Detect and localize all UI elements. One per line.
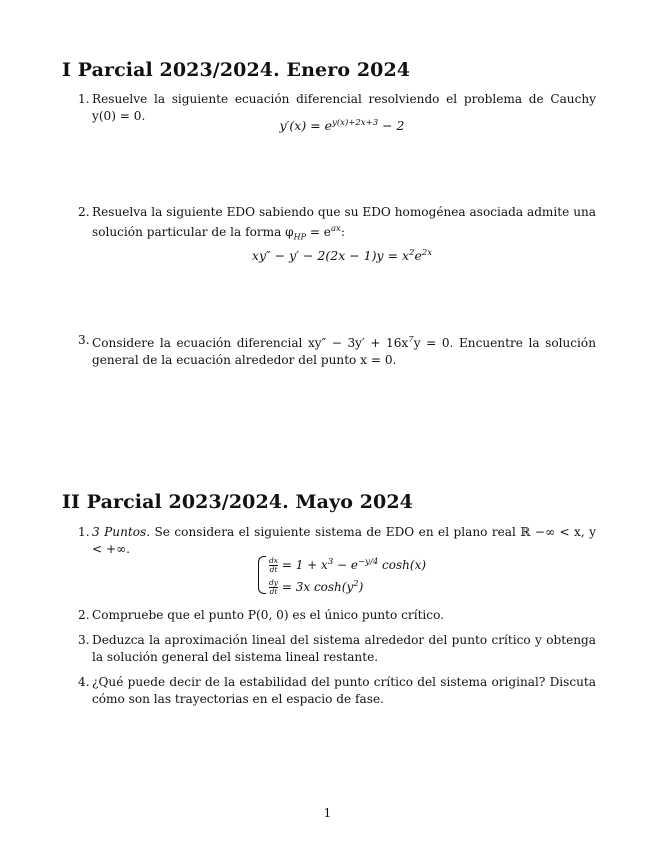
problem-2-3 — [78, 632, 596, 666]
system-line-1: $\frac{dx}{dt}$ = $1 + x^3 - e^{-y/4}$ cosh(x) — [269, 556, 427, 574]
ode-system — [258, 555, 426, 595]
problem-text: Resuelva la siguiente EDO sabiendo que su EDO homogénea asociada admite una solución particular de la forma $\varphi_{HP} = e^{ax}$: — [92, 205, 596, 242]
section-title-1: I Parcial 2023/2024. Enero 2024 — [62, 59, 411, 81]
problem-1-3 — [78, 332, 596, 369]
problem-number: 2. — [78, 608, 90, 622]
system-line-2: $\frac{dy}{dt}$ = 3x $\cosh(y^2)$ — [269, 578, 364, 596]
section-title-2: II Parcial 2023/2024. Mayo 2024 — [62, 491, 414, 513]
problem-text: Considere la ecuación diferencial $xy'' - 3y' + 16x^7y = 0$. Encuentre la solución general de la ecuación alrededor del punto x = 0. — [92, 335, 596, 367]
problem-text: ¿Qué puede decir de la estabilidad del punto crítico del sistema original? Discuta cómo son las trayectorias en el espacio de fase. — [92, 675, 596, 706]
problem-text: Deduzca la aproximación lineal del sistema alrededor del punto crítico y obtenga la solución general del sistema lineal restante. — [92, 633, 596, 664]
problem-2-2 — [78, 607, 596, 624]
problem-text: Compruebe que el punto P(0, 0) es el único punto crítico. — [92, 608, 444, 622]
problem-number: 2. — [78, 205, 90, 219]
problem-number: 1. — [78, 92, 90, 106]
problem-text: Resuelve la siguiente ecuación diferencial resolviendo el problema de Cauchy y(0) = 0. — [92, 92, 596, 123]
problem-number: 3. — [78, 633, 90, 647]
problem-2-4 — [78, 674, 596, 708]
problem-number: 3. — [78, 333, 90, 347]
equation-2: $xy'' - y' - 2(2x - 1)y = x^2e^{2x}$ — [251, 248, 433, 263]
problem-1-2 — [78, 204, 596, 245]
problem-number: 1. — [78, 525, 90, 539]
problem-text: 3 Puntos. Se considera el siguiente sistema de EDO en el plano real ℝ −∞ < x, y < +∞. — [92, 525, 597, 556]
equation-1: $y'(x) = e^{y(x)+2x+3} - 2$ — [279, 118, 405, 133]
left-brace — [258, 556, 266, 594]
page-number: 1 — [323, 806, 332, 820]
problem-number: 4. — [78, 675, 90, 689]
